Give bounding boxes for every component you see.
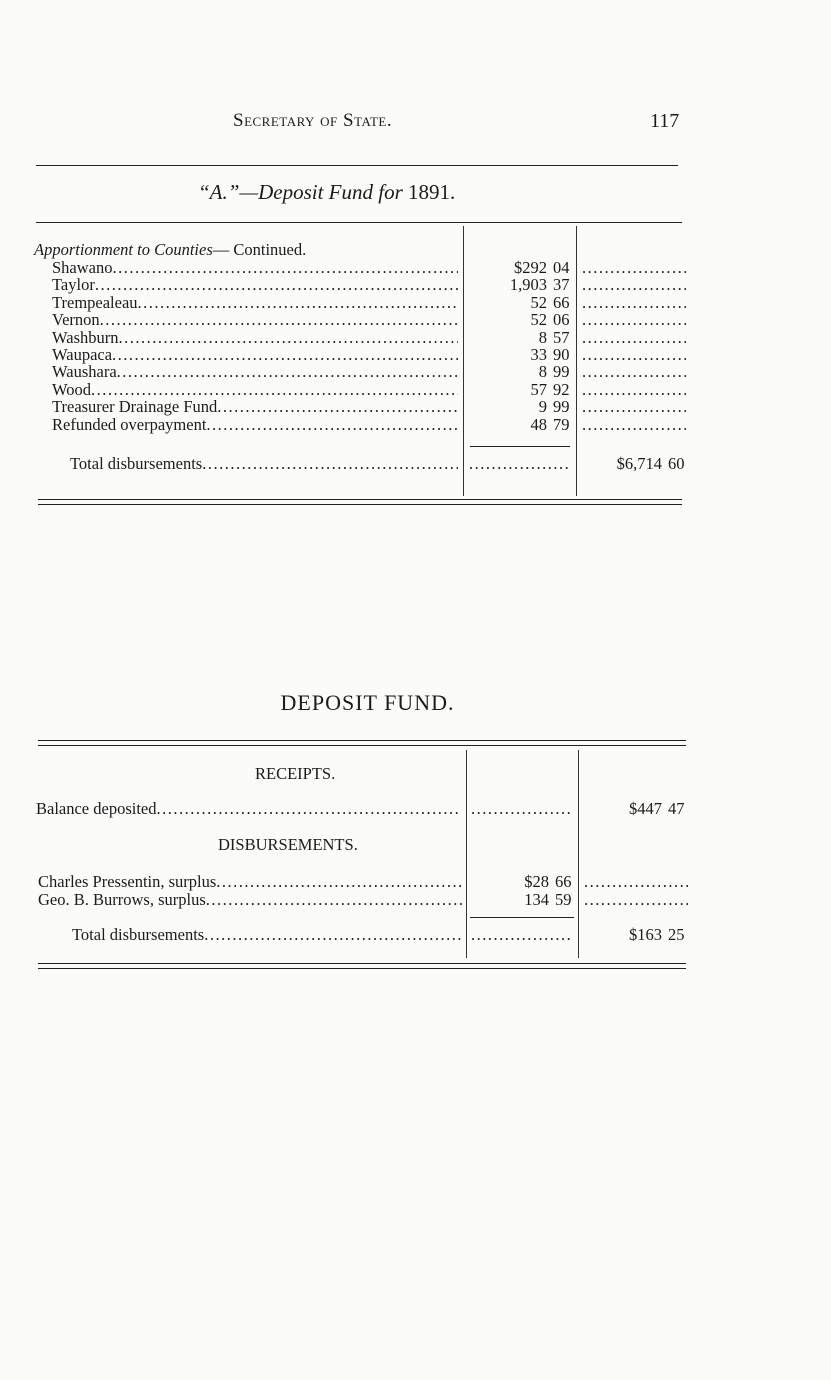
- section-a-row-fill: [582, 259, 686, 277]
- section-b-total-fill: [471, 926, 573, 944]
- section-b-top-rule-2: [38, 745, 686, 746]
- section-a-row: [0, 398, 831, 416]
- section-a-row-fill: [582, 311, 686, 329]
- section-a-row-label: Trempealeau .....: [52, 294, 458, 312]
- section-a-title-year: 1891.: [408, 180, 456, 204]
- section-a-row: [0, 329, 831, 347]
- section-a-row-amount: 48 79: [530, 414, 570, 434]
- section-a-top-rule: [36, 222, 682, 223]
- section-a-sum-rule: [470, 446, 570, 447]
- section-a-row-amount: 52 06: [530, 310, 570, 330]
- balance-amount: $447 47: [629, 799, 685, 818]
- disbursements-heading: DISBURSEMENTS.: [218, 835, 358, 854]
- section-b-row: [0, 891, 831, 909]
- section-a-row: [0, 311, 831, 329]
- section-a-row-fill: [582, 381, 686, 399]
- section-a-row: [0, 276, 831, 294]
- section-a-row-label: Taylor .....: [52, 276, 458, 294]
- section-a-row-fill: [582, 398, 686, 416]
- section-a-title: [198, 180, 455, 205]
- section-a-row-label: Wood .....: [52, 381, 458, 399]
- section-a-row-label: Waupaca .....: [52, 346, 458, 364]
- section-b-top-rule-1: [38, 740, 686, 741]
- section-a-row-amount: 1,903 37: [509, 275, 570, 295]
- section-a-row-label: Shawano .....: [52, 259, 458, 277]
- section-a-row-fill: [582, 276, 686, 294]
- section-a-row-label: Vernon .....: [52, 311, 458, 329]
- running-head: Secretary of State.: [233, 110, 393, 131]
- section-a-row-fill: [582, 363, 686, 381]
- section-a-row-label: Washburn .....: [52, 329, 458, 347]
- section-b-bottom-rule-2: [38, 968, 686, 969]
- section-a-total-row: [0, 455, 831, 473]
- section-a-row-amount: 8 57: [538, 327, 570, 347]
- section-a-row-amount: 9 99: [538, 397, 570, 417]
- section-a-row: [0, 346, 831, 364]
- section-a-total-fill: [469, 455, 571, 473]
- section-b-bottom-rule-1: [38, 963, 686, 964]
- section-a-row-label: Refunded overpayment .....: [52, 416, 458, 434]
- receipts-heading: RECEIPTS.: [255, 764, 336, 783]
- section-a-subhead: [34, 241, 306, 259]
- section-a-row-amount: 52 66: [530, 292, 570, 312]
- section-a-subhead-italic: Apportionment to Counties: [34, 240, 213, 259]
- section-a-row-fill: [582, 346, 686, 364]
- section-b-total-label: Total disbursements .....: [72, 926, 461, 944]
- section-a-row-fill: [582, 294, 686, 312]
- section-a-title-italic: “A.”—Deposit Fund for: [198, 180, 403, 204]
- balance-row: [0, 800, 831, 818]
- section-a-row: [0, 381, 831, 399]
- section-b-row-fill: [584, 873, 688, 891]
- section-a-total-amount: $6,714 60: [616, 454, 685, 473]
- section-a-row-fill: [582, 416, 686, 434]
- section-a-row-amount: 8 99: [538, 362, 570, 382]
- section-a-row-amount: 33 90: [530, 345, 570, 364]
- section-a-row: [0, 363, 831, 381]
- section-a-row-amount: $292 04: [514, 258, 570, 277]
- page-number: 117: [650, 110, 680, 132]
- section-a-row-label: Waushara .....: [52, 363, 458, 381]
- section-b-sum-rule: [470, 917, 574, 918]
- section-a-row-label: Treasurer Drainage Fund .....: [52, 398, 458, 416]
- section-a-bottom-rule-2: [38, 504, 682, 505]
- section-a-row: [0, 416, 831, 434]
- section-b-row-fill: [584, 891, 688, 909]
- section-a-row: [0, 259, 831, 277]
- section-b-row-label: Charles Pressentin, surplus .....: [38, 873, 462, 891]
- header-rule: [36, 165, 678, 166]
- section-a-subhead-rest: — Continued.: [212, 240, 307, 259]
- section-a-row: [0, 294, 831, 312]
- section-a-row-fill: [582, 329, 686, 347]
- section-b-row: [0, 873, 831, 891]
- balance-fill: [471, 800, 573, 818]
- section-b-total-row: [0, 926, 831, 944]
- section-a-row-amount: 57 92: [530, 379, 570, 399]
- section-a-bottom-rule-1: [38, 499, 682, 500]
- balance-label: Balance deposited .....: [36, 800, 461, 818]
- section-b-title: DEPOSIT FUND.: [280, 690, 455, 715]
- section-b-row-label: Geo. B. Burrows, surplus .....: [38, 891, 462, 909]
- section-b-row-amount: $28 66: [524, 872, 572, 891]
- section-b-total-amount: $163 25: [629, 925, 685, 944]
- section-b-row-amount: 134 59: [524, 889, 572, 909]
- section-a-total-label: Total disbursements .....: [70, 455, 458, 473]
